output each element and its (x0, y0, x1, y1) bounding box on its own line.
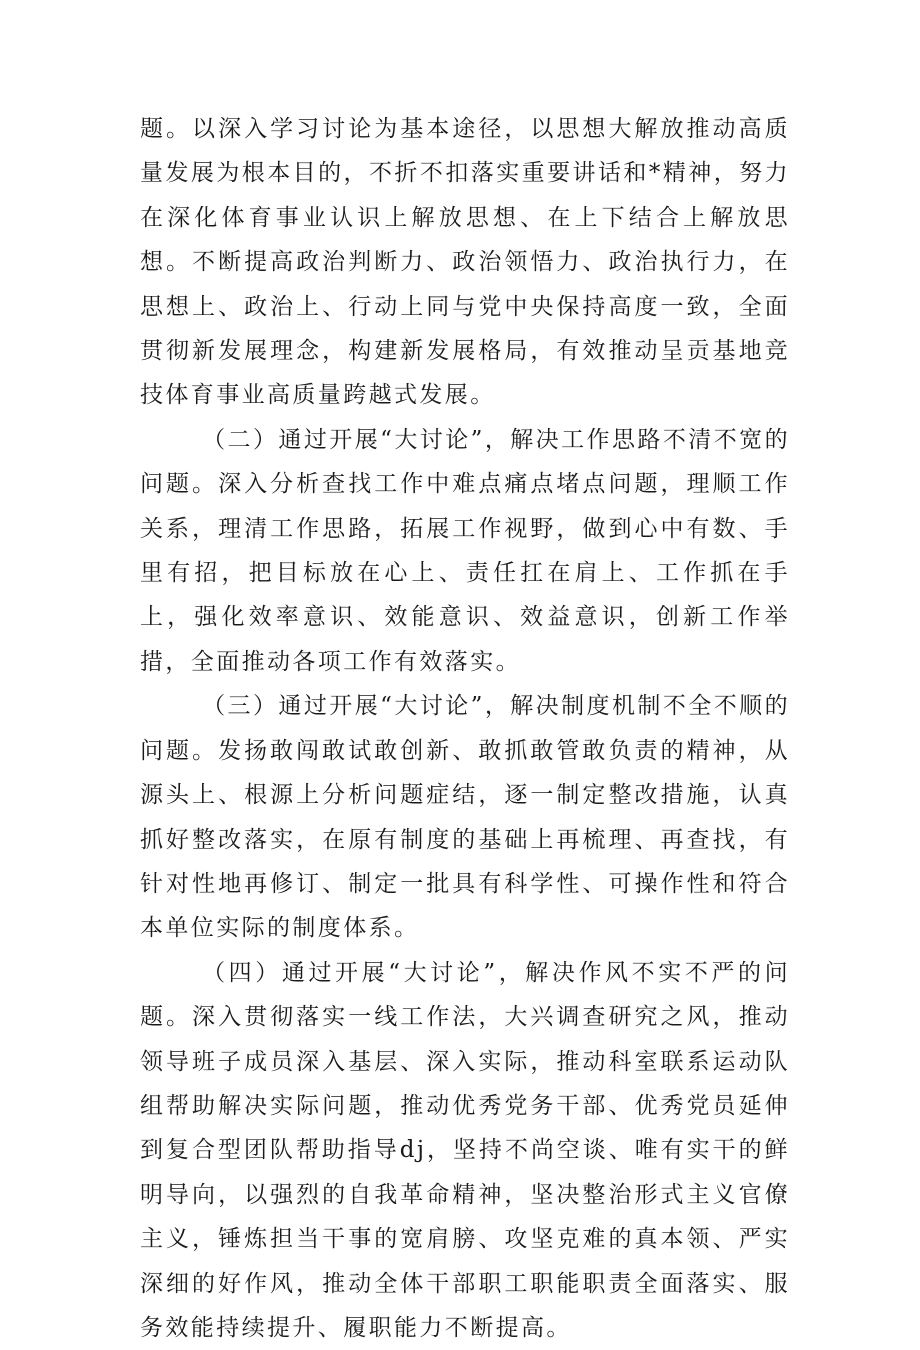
body-text (140, 107, 790, 1350)
paragraph-4: （四）通过开展“大讨论”，解决作风不实不严的问题。深入贯彻落实一线工作法，大兴调查研究之风，推动领导班子成员深入基层、深入实际，推动科室联系运动队组帮助解决实际问题，推动优秀党务干部、优秀党员延伸到复合型团队帮助指导dj，坚持不尚空谈、唯有实干的鲜明导向，以强烈的自我革命精神，坚决整治形式主义官僚主义，锤炼担当干事的宽肩膀、攻坚克难的真本领、严实深细的好作风，推动全体干部职工职能职责全面落实、服务效能持续提升、履职能力不断提高。 (140, 959, 790, 1341)
paragraph-2: （二）通过开展“大讨论”，解决工作思路不清不宽的问题。深入分析查找工作中难点痛点堵点问题，理顺工作关系，理清工作思路，拓展工作视野，做到心中有数、手里有招，把目标放在心上、责任扛在肩上、工作抓在手上，强化效率意识、效能意识、效益意识，创新工作举措，全面推动各项工作有效落实。 (140, 426, 790, 675)
paragraph-1: 题。以深入学习讨论为基本途径，以思想大解放推动高质量发展为根本目的，不折不扣落实重要讲话和*精神，努力在深化体育事业认识上解放思想、在上下结合上解放思想。不断提高政治判断力、政治领悟力、政治执行力，在思想上、政治上、行动上同与党中央保持高度一致，全面贯彻新发展理念，构建新发展格局，有效推动呈贡基地竞技体育事业高质量跨越式发展。 (140, 116, 790, 409)
paragraph-3: （三）通过开展“大讨论”，解决制度机制不全不顺的问题。发扬敢闯敢试敢创新、敢抓敢管敢负责的精神，从源头上、根源上分析问题症结，逐一制定整改措施，认真抓好整改落实，在原有制度的基础上再梳理、再查找，有针对性地再修订、制定一批具有科学性、可操作性和符合本单位实际的制度体系。 (140, 693, 790, 942)
